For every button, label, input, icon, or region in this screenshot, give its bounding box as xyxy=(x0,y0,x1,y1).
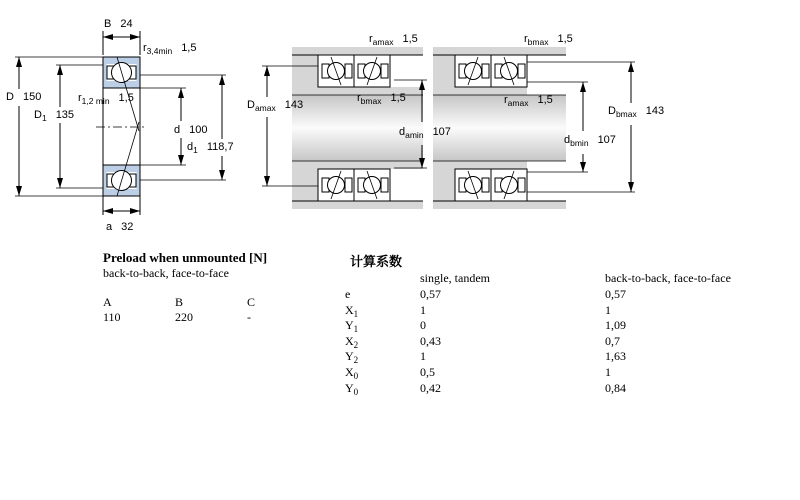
dim-label-Dbmax: $D_{bmax}$ 143 xyxy=(608,105,665,119)
dim-label-D: D 150 xyxy=(6,91,42,103)
paired-mounting-b-diagram xyxy=(433,47,635,209)
dim-label-B: B 24 xyxy=(104,18,133,30)
preload-values xyxy=(103,310,319,325)
factors-row-Y1: $Y_1$ 0 1,09 xyxy=(345,318,626,334)
factors-row-Y2: $Y_2$ 1 1,63 xyxy=(345,349,626,365)
preload-val-B: 220 xyxy=(175,310,193,324)
preload-col-C: C xyxy=(247,295,256,309)
factors-row-X2: $X_2$ 0,43 0,7 xyxy=(345,334,620,350)
dim-label-ramax-b: $r_{amax}$ 1,5 xyxy=(504,94,553,108)
dim-label-r34min: $r_{3,4min}$ 1,5 xyxy=(143,42,197,56)
preload-val-C: - xyxy=(247,310,251,324)
factors-col-back-to-back: back-to-back, face-to-face xyxy=(605,271,731,285)
factors-row-X1: $X_1$ 1 1 xyxy=(345,303,611,319)
dim-label-rbmax-a: $r_{bmax}$ 1,5 xyxy=(357,92,406,106)
dim-label-r12min: $r_{1,2 min}$ 1,5 xyxy=(78,92,134,106)
single-bearing-diagram xyxy=(15,31,226,215)
dim-label-dbmin: $d_{bmin}$ 107 xyxy=(564,134,616,148)
dim-label-d1: $d_1$ 118,7 xyxy=(187,141,234,155)
preload-val-A: 110 xyxy=(103,310,121,324)
factors-row-Y0: $Y_0$ 0,42 0,84 xyxy=(345,381,626,397)
dim-label-ramax-a: $r_{amax}$ 1,5 xyxy=(369,33,418,47)
dim-label-rbmax-b: $r_{bmax}$ 1,5 xyxy=(524,33,573,47)
factors-row-e: e 0,57 0,57 xyxy=(345,287,626,301)
dim-label-Damax: $D_{amax}$ 143 xyxy=(247,99,304,113)
preload-col-B: B xyxy=(175,295,184,309)
dim-label-d: d 100 xyxy=(174,124,208,136)
factors-row-X0: $X_0$ 0,5 1 xyxy=(345,365,611,381)
factors-title: 计算系数 xyxy=(350,254,403,269)
preload-col-A: A xyxy=(103,295,112,309)
preload-title: Preload when unmounted [N] xyxy=(103,250,268,265)
dim-label-a: a 32 xyxy=(106,221,134,233)
factors-col-single-tandem: single, tandem xyxy=(420,271,490,285)
dim-label-D1: $D_1$ 135 xyxy=(34,109,75,123)
preload-subtitle: back-to-back, face-to-face xyxy=(103,266,229,280)
dim-label-damin: $d_{amin}$ 107 xyxy=(399,126,451,140)
preload-column-headers xyxy=(103,295,319,310)
